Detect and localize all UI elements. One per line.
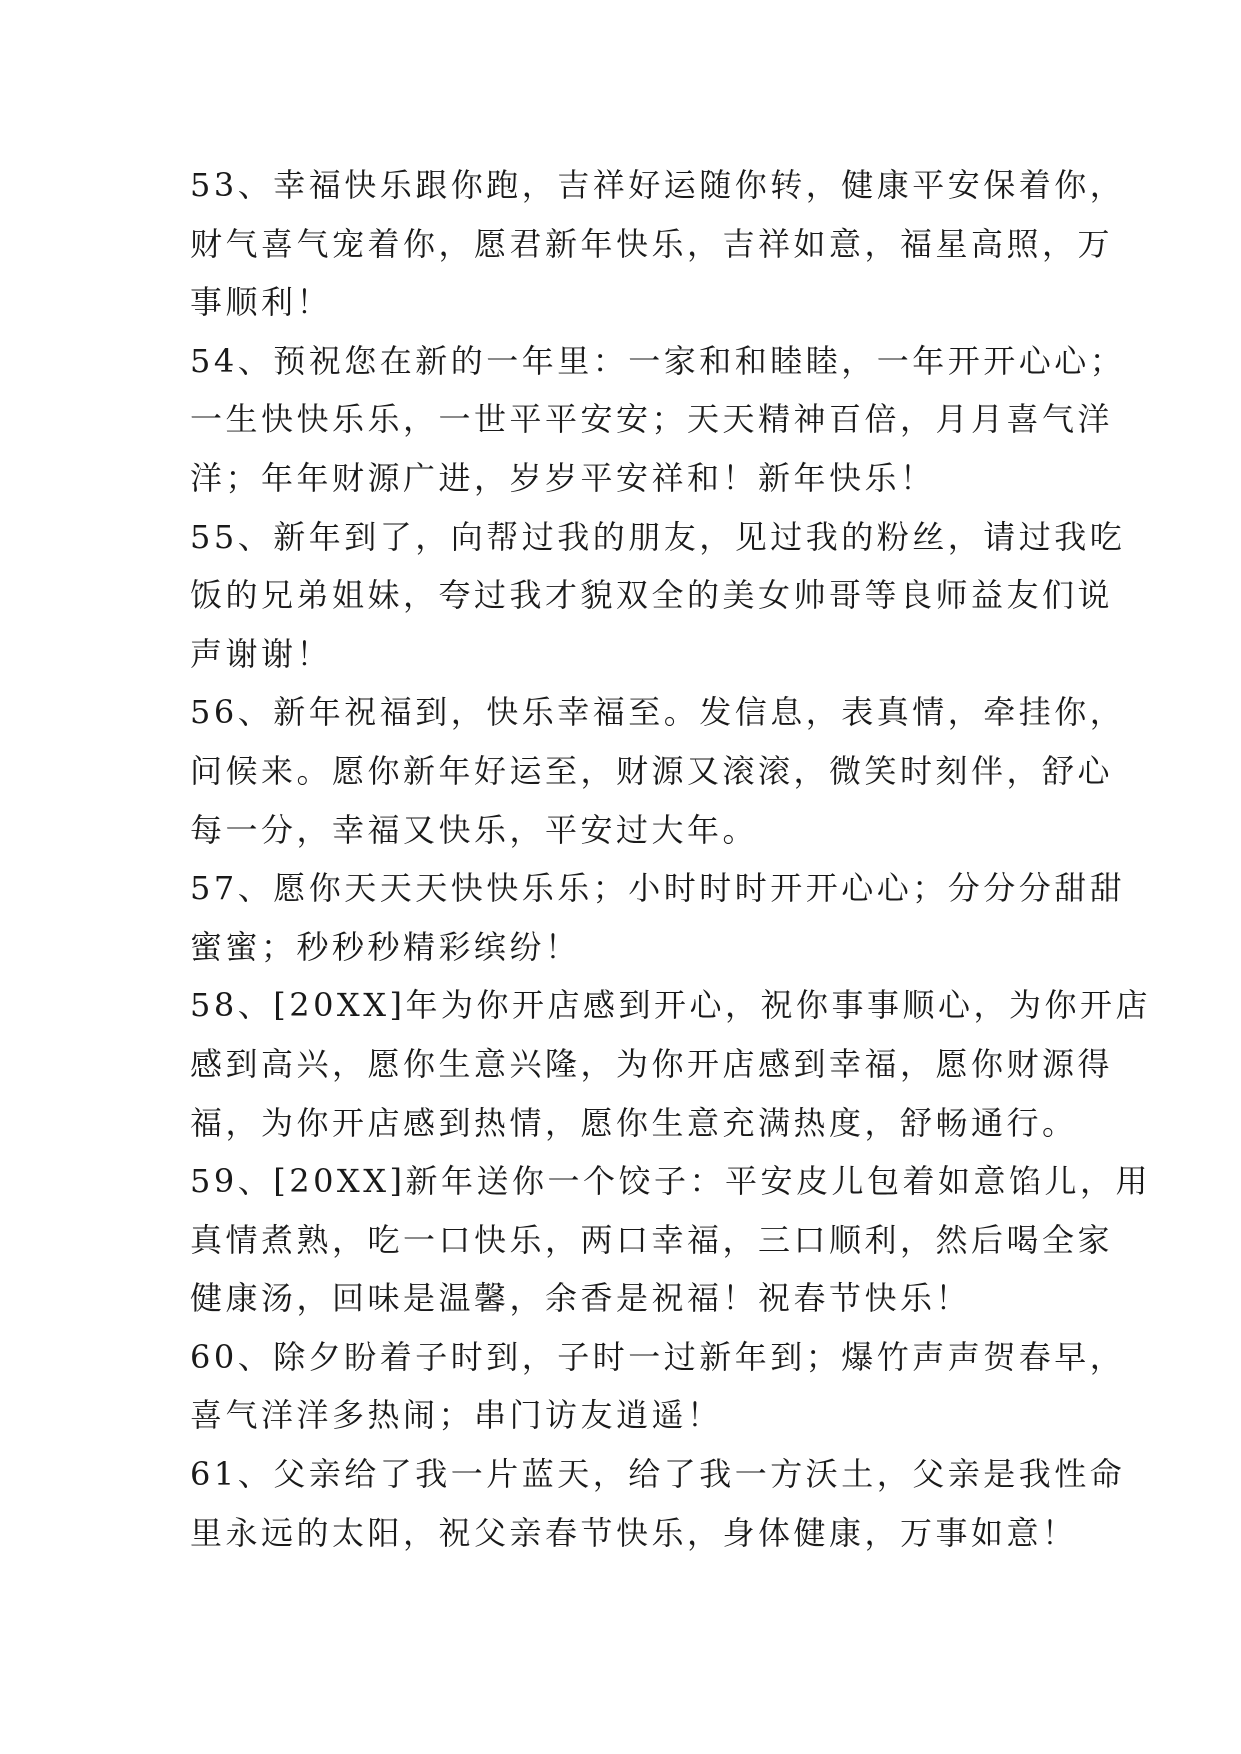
text-line: 洋；年年财源广进，岁岁平安祥和！新年快乐！ <box>190 458 936 497</box>
text-line: 里永远的太阳，祝父亲春节快乐，身体健康，万事如意！ <box>190 1513 1078 1552</box>
text-line: 健康汤，回味是温馨，余香是祝福！祝春节快乐！ <box>190 1279 972 1318</box>
text-line: 57、愿你天天天快快乐乐；小时时时开开心心；分分分甜甜 <box>190 869 1126 908</box>
text-line: 蜜蜜；秒秒秒精彩缤纷！ <box>190 927 581 966</box>
document-body <box>190 156 1151 1562</box>
text-line: 真情煮熟，吃一口快乐，两口幸福，三口顺利，然后喝全家 <box>190 1220 1114 1259</box>
text-line: 饭的兄弟姐妹，夸过我才貌双全的美女帅哥等良师益友们说 <box>190 576 1114 615</box>
text-line: 财气喜气宠着你，愿君新年快乐，吉祥如意，福星高照，万 <box>190 224 1114 263</box>
text-line: 事顺利！ <box>190 283 333 322</box>
text-line: 问候来。愿你新年好运至，财源又滚滚，微笑时刻伴，舒心 <box>190 751 1114 790</box>
text-line: 55、新年到了，向帮过我的朋友，见过我的粉丝，请过我吃 <box>190 517 1126 556</box>
text-line: 每一分，幸福又快乐，平安过大年。 <box>190 810 759 849</box>
text-line: 59、[20XX]新年送你一个饺子：平安皮儿包着如意馅儿，用 <box>190 1162 1151 1201</box>
text-line: 56、新年祝福到，快乐幸福至。发信息，表真情，牵挂你， <box>190 693 1126 732</box>
text-line: 感到高兴，愿你生意兴隆，为你开店感到幸福，愿你财源得 <box>190 1044 1114 1083</box>
text-line: 53、幸福快乐跟你跑，吉祥好运随你转，健康平安保着你， <box>190 166 1126 204</box>
text-line: 一生快快乐乐，一世平平安安；天天精神百倍，月月喜气洋 <box>190 400 1114 439</box>
text-line: 61、父亲给了我一片蓝天，给了我一方沃土，父亲是我性命 <box>190 1455 1126 1494</box>
text-line: 54、预祝您在新的一年里：一家和和睦睦，一年开开心心； <box>190 341 1126 380</box>
text-line: 声谢谢！ <box>190 634 333 673</box>
text-line: 60、除夕盼着子时到，子时一过新年到；爆竹声声贺春早， <box>190 1337 1126 1376</box>
text-line: 喜气洋洋多热闹；串门访友逍遥！ <box>190 1396 723 1435</box>
text-line: 福，为你开店感到热情，愿你生意充满热度，舒畅通行。 <box>190 1103 1078 1142</box>
text-line: 58、[20XX]年为你开店感到开心，祝你事事顺心，为你开店 <box>190 986 1151 1025</box>
